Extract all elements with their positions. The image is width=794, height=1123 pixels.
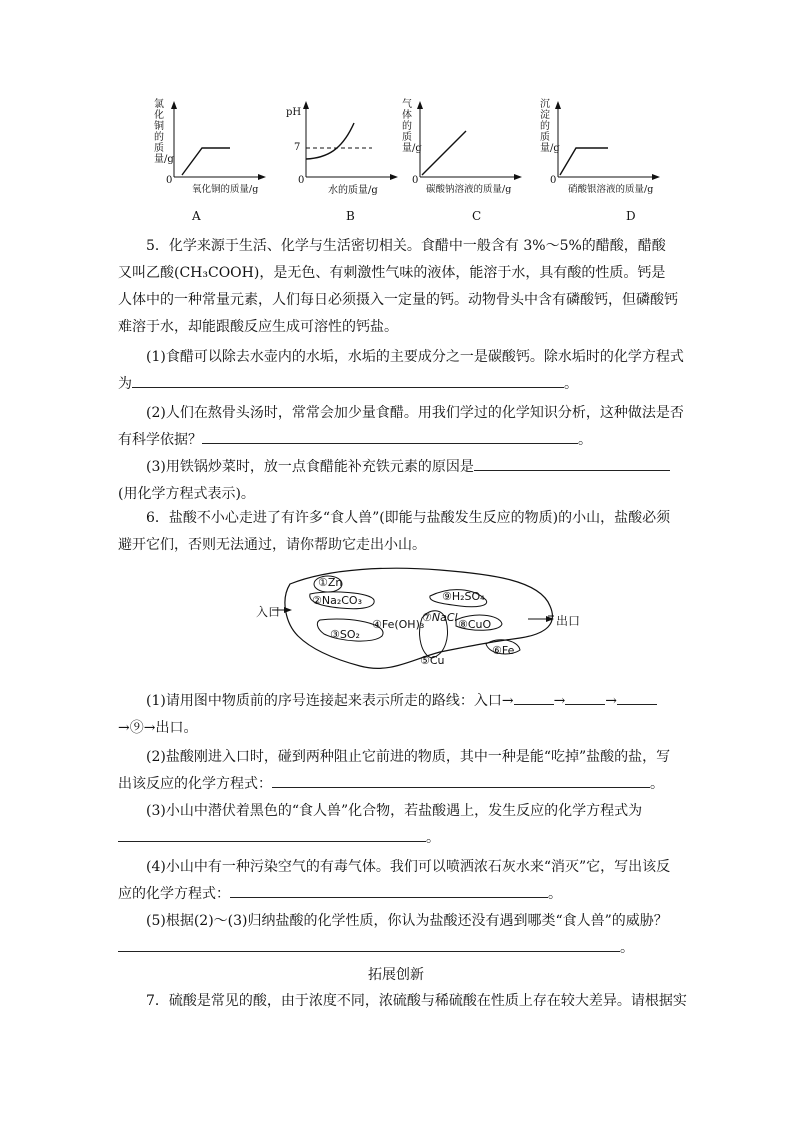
graph-a-ylabel: 氯化铜的质量/g [154,99,174,165]
graph-d-letter: D [626,209,636,223]
q5-part1-text-b: 为 [118,376,132,392]
q5-part2-text: (2)人们在熬骨头汤时，常常会加少量食醋。用我们学过的化学知识分析，这种做法是否 [146,405,684,421]
graph-c-plot [400,95,530,195]
q6-part4-text-b: 应的化学方程式： [118,886,230,902]
hill-item-cu: ⑤Cu [420,654,445,667]
q5-intro: 5．化学来源于生活、化学与生活密切相关。食醋中一般含有 3%～5%的醋酸，醋酸又叫乙酸(CH₃COOH)，是无色、有刺激性气味的液体，能溶于水，具有酸的性质。钙是人体中的一种常量元素，人们每日必须摄入一定量的钙。动物骨头中含有磷酸钙，但磷酸钙难溶于水，却能跟酸反应生成可溶性的钙盐。 [118,238,678,335]
hill-item-cuo: ⑧CuO [458,618,492,631]
q6-part5-text: (5)根据(2)～(3)归纳盐酸的化学性质，你认为盐酸还没有遇到哪类“食人兽”的威胁？ [146,913,668,929]
graph-a [150,95,270,225]
hill-exit-label: 出口 [556,614,581,628]
graph-c-ylabel: 气体的质量/g [402,99,422,154]
q5-part1-text: (1)食醋可以除去水壶内的水垢，水垢的主要成分之一是碳酸钙。除水垢时的化学方程式 [146,349,684,365]
hill-item-h2so4: ⑨H₂SO₄ [442,590,485,603]
q6-part5-line2 [118,937,634,957]
q6-route-blank-3[interactable] [617,690,657,705]
q5-part3-line2 [118,483,255,503]
q6-part4-text: (4)小山中有一种污染空气的有毒气体。我们可以喷洒浓石灰水来“消灭”它，写出该反 [146,859,671,875]
arrow: → [553,693,566,709]
hill-item-feoh3: ④Fe(OH)₃ [372,618,425,631]
q6-answer-5[interactable] [118,937,620,952]
hill-entrance-label: 入口 [256,605,281,619]
graph-c-letter: C [472,209,482,223]
q5-part2-line2 [118,429,592,449]
q6-part4-line1 [146,856,670,876]
q6-part2-text: (2)盐酸刚进入口时，碰到两种阻止它前进的物质，其中一种是能“吃掉”盐酸的盐，写 [146,749,671,765]
q6-route-blank-2[interactable] [565,690,605,705]
period: 。 [564,376,578,392]
q6-part1-line2 [118,717,197,737]
q5-part1-line2 [118,373,578,393]
graph-d-xlabel: 硝酸银溶液的质量/g [568,184,654,195]
q6-part1-line1 [146,690,657,710]
q5-part3-text-b: (用化学方程式表示)。 [118,486,255,502]
q6-answer-2[interactable] [272,773,650,788]
q6-intro: 6．盐酸不小心走进了有许多“食人兽”(即能与盐酸发生反应的物质)的小山，盐酸必须避开它们，否则无法通过，请你帮助它走出小山。 [118,510,671,553]
graph-b-ylabel: pH [286,107,302,118]
section-title: 拓展创新 [368,967,424,983]
graph-b [282,95,402,225]
graph-c-xlabel: 碳酸钠溶液的质量/g [426,184,512,195]
period: 。 [548,886,562,902]
graph-b-letter: B [346,209,355,223]
q6-answer-3[interactable] [118,827,426,842]
hill-map [250,566,590,676]
graph-d-origin: 0 [550,175,557,186]
period: 。 [650,776,664,792]
graph-a-letter: A [192,209,201,223]
hill-item-zn: ①Zn [318,576,343,589]
graph-b-origin: 0 [298,175,305,186]
graph-c [400,95,530,225]
graph-d-plot [538,95,668,195]
q6-part1-text-b: →⑨→出口。 [118,720,198,736]
q6-part2-line2 [118,773,664,793]
q7-text: 7．硫酸是常见的酸，由于浓度不同，浓硫酸与稀硫酸在性质上存在较大差异。请根据实 [146,993,687,1009]
q6-part5-line1 [146,910,668,930]
q5-part2-text-b: 有科学依据？ [118,432,202,448]
q6-answer-4[interactable] [230,883,548,898]
q5-part3-line1 [146,456,670,476]
hill-item-fe: ⑥Fe [492,644,515,657]
period: 。 [620,940,634,956]
q6-route-blank-1[interactable] [514,690,554,705]
q5-part3-text: (3)用铁锅炒菜时，放一点食醋能补充铁元素的原因是 [146,459,474,475]
q6-part1-text: (1)请用图中物质前的序号连接起来表示所走的路线：入口→ [146,693,514,709]
hill-item-na2co3: ②Na₂CO₃ [312,594,362,607]
graph-d [538,95,668,225]
q5-answer-2[interactable] [202,429,578,444]
q6-part4-line2 [118,883,562,903]
graph-a-origin: 0 [166,175,173,186]
hill-item-so2: ③SO₂ [330,628,360,641]
q6-part3-line1 [146,800,642,820]
graph-a-xlabel: 氧化铜的质量/g [192,184,259,195]
q6-part2-text-b: 出该反应的化学方程式： [118,776,272,792]
q5-answer-3[interactable] [474,456,670,471]
graph-d-ylabel: 沉淀的质量/g [540,99,560,154]
q5-part1-line1 [146,346,684,366]
q5-part2-line1 [146,402,684,422]
q6-part2-line1 [146,746,670,766]
graph-c-origin: 0 [412,175,419,186]
period: 。 [578,432,592,448]
graph-b-xlabel: 水的质量/g [328,185,378,196]
q6-part3-line2 [118,827,440,847]
q6-part3-text: (3)小山中潜伏着黑色的“食人兽”化合物，若盐酸遇上，发生反应的化学方程式为 [146,803,643,819]
q5-answer-1[interactable] [132,373,564,388]
arrow: → [605,693,618,709]
period: 。 [426,830,440,846]
graph-b-ref: 7 [294,142,301,153]
hill-item-nacl: ⑦NaCl [422,611,458,624]
